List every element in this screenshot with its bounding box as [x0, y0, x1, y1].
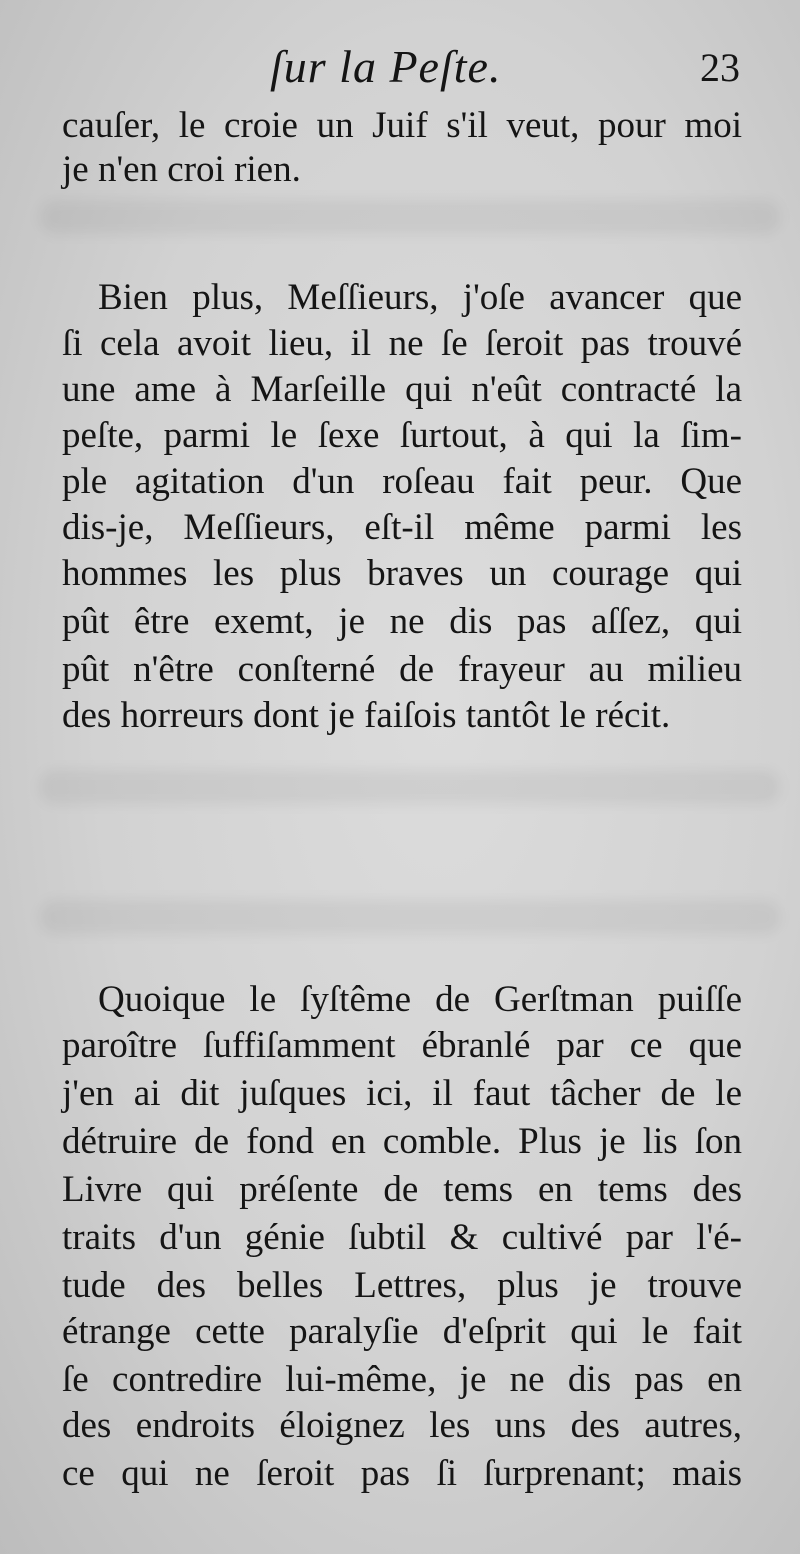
text-line: j'en ai dit juſques ici, il faut tâcher de le: [62, 1073, 742, 1114]
text-line: une ame à Marſeille qui n'eût contracté la: [62, 369, 742, 410]
bleed-through-shadow: [40, 900, 780, 934]
text-line: peſte, parmi le ſexe ſurtout, à qui la ſim-: [62, 415, 742, 456]
bleed-through-shadow: [40, 200, 780, 234]
text-line: pût être exemt, je ne dis pas aſſez, qui: [62, 601, 742, 642]
text-line: Bien plus, Meſſieurs, j'oſe avancer que: [98, 277, 742, 318]
text-line: Livre qui préſente de tems en tems des: [62, 1169, 742, 1210]
text-line: ſe contredire lui-même, je ne dis pas en: [62, 1359, 742, 1400]
text-line: ce qui ne ſeroit pas ſi ſurprenant; mais: [62, 1453, 742, 1494]
text-line: ſi cela avoit lieu, il ne ſe ſeroit pas trouvé: [62, 323, 742, 364]
text-line: hommes les plus braves un courage qui: [62, 553, 742, 594]
text-line: des horreurs dont je faiſois tantôt le récit.: [62, 695, 671, 736]
text-line: paroître ſuffiſamment ébranlé par ce que: [62, 1025, 742, 1066]
text-line: Quoique le ſyſtême de Gerſtman puiſſe: [98, 979, 742, 1020]
text-line: traits d'un génie ſubtil & cultivé par l'é-: [62, 1217, 742, 1258]
text-line: ple agitation d'un roſeau fait peur. Que: [62, 461, 742, 502]
text-line: je n'en croi rien.: [62, 149, 301, 190]
text-line: des endroits éloignez les uns des autres,: [62, 1405, 742, 1446]
bleed-through-shadow: [40, 770, 780, 804]
text-line: dis-je, Meſſieurs, eſt-il même parmi les: [62, 507, 742, 548]
text-line: pût n'être conſterné de frayeur au milieu: [62, 649, 742, 690]
page-number: 23: [700, 45, 740, 90]
text-line: étrange cette paralyſie d'eſprit qui le fait: [62, 1311, 742, 1352]
running-head: ſur la Peſte.: [270, 41, 502, 92]
text-line: détruire de fond en comble. Plus je lis ſon: [62, 1121, 742, 1162]
text-line: tude des belles Lettres, plus je trouve: [62, 1265, 742, 1306]
text-line: cauſer, le croie un Juif s'il veut, pour moi: [62, 105, 742, 146]
